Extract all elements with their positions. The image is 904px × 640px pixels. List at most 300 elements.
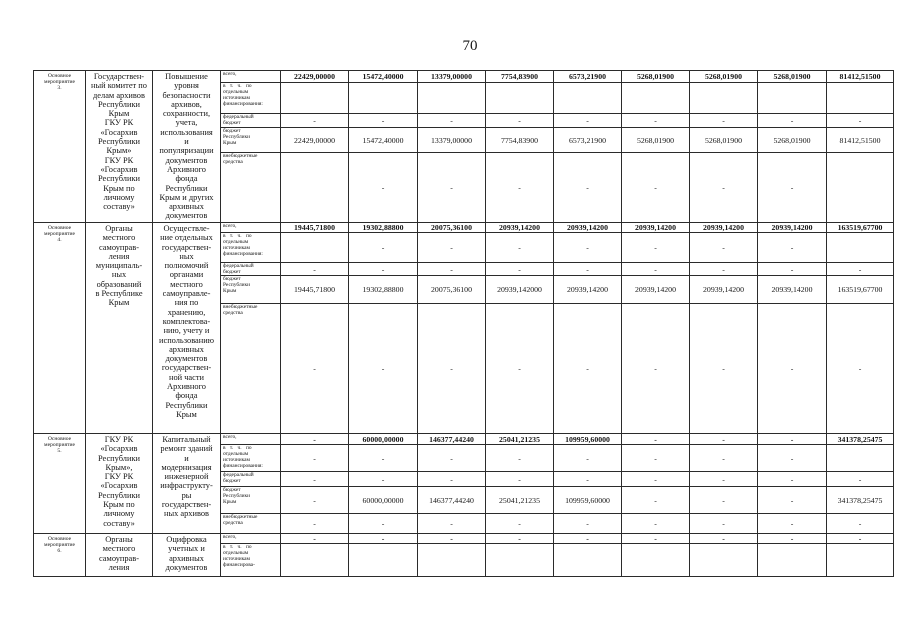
value-cell: [349, 544, 418, 577]
description-line: местного: [170, 279, 203, 289]
value-cell: -: [622, 304, 690, 434]
funding-source-cell: [221, 445, 281, 472]
value-cell: -: [418, 534, 486, 544]
description-line: хранению,: [167, 307, 206, 317]
value-cell: -: [622, 114, 690, 128]
value-cell: 20939,14200: [690, 223, 758, 233]
executor-line: «Госархив: [100, 164, 138, 174]
funding-source-cell: [221, 233, 281, 263]
description-line: архивных: [169, 553, 204, 563]
value-cell: -: [349, 514, 418, 534]
value-cell: 25041,21235: [486, 487, 554, 514]
executor-line: в Республике: [95, 289, 143, 299]
executor-line: самоуправ-: [98, 242, 140, 252]
funding-source-line: всего,: [223, 223, 237, 229]
executor-line: муниципаль-: [95, 261, 143, 271]
event-label-line: мероприятие: [44, 542, 75, 549]
executor-cell: [86, 223, 153, 434]
value-cell: 20075,36100: [418, 223, 486, 233]
value-cell: -: [690, 487, 758, 514]
funding-source-line: источникам: [223, 457, 250, 463]
description-line: модернизация: [161, 462, 212, 472]
description-line: государствен-: [161, 363, 212, 373]
budget-table: [33, 70, 894, 577]
executor-line: образований: [96, 279, 142, 289]
funding-source-line: в т. ч. по: [223, 83, 252, 89]
funding-source-cell: [221, 434, 281, 445]
value-cell: 146377,44240: [418, 434, 486, 445]
value-cell: -: [418, 263, 486, 276]
value-cell: -: [418, 153, 486, 223]
description-line: полномочий: [164, 261, 209, 271]
funding-source-cell: [221, 276, 281, 304]
description-line: архивных: [169, 344, 204, 354]
funding-source-line: источникам: [223, 245, 250, 251]
value-cell: -: [281, 534, 349, 544]
funding-source-line: финансирова-: [223, 562, 255, 568]
event-label-line: мероприятие: [44, 79, 75, 86]
value-cell: -: [690, 233, 758, 263]
value-cell: -: [349, 153, 418, 223]
executor-line: Органы: [105, 535, 133, 544]
value-cell: [554, 544, 622, 577]
value-cell: [622, 83, 690, 114]
executor-cell: [86, 71, 153, 223]
funding-source-line: средства: [223, 159, 243, 165]
value-cell: -: [281, 263, 349, 276]
value-cell: -: [349, 114, 418, 128]
value-cell: -: [349, 472, 418, 487]
description-line: использованию: [159, 335, 214, 345]
value-cell: 20939,14200: [554, 276, 622, 304]
executor-line: Крым: [108, 298, 130, 308]
funding-source-line: отдельным: [223, 89, 249, 95]
event-cell: [34, 223, 86, 434]
value-cell: [758, 83, 827, 114]
value-cell: [486, 83, 554, 114]
description-line: использования: [160, 127, 213, 137]
executor-line: местного: [102, 544, 136, 554]
value-cell: -: [758, 445, 827, 472]
value-cell: [349, 83, 418, 114]
funding-source-line: всего,: [223, 534, 237, 540]
funding-source-cell: [221, 128, 281, 153]
funding-source-line: бюджет: [223, 276, 241, 282]
value-cell: -: [281, 514, 349, 534]
funding-source-line: Республики: [223, 493, 251, 499]
value-cell: 5268,01900: [758, 71, 827, 83]
description-line: сохранности,: [162, 109, 211, 119]
value-cell: [281, 233, 349, 263]
value-cell: -: [690, 434, 758, 445]
executor-line: ГКУ РК: [104, 435, 134, 444]
description-line: ной части: [168, 372, 205, 382]
value-cell: -: [690, 114, 758, 128]
value-cell: 20939,14200: [758, 223, 827, 233]
value-cell: -: [486, 263, 554, 276]
description-line: Крым: [176, 409, 197, 419]
funding-source-line: бюджет: [223, 487, 241, 493]
value-cell: -: [690, 153, 758, 223]
description-line: Повышение: [165, 72, 208, 81]
value-cell: -: [554, 304, 622, 434]
description-line: архивов,: [171, 99, 202, 109]
value-cell: -: [758, 514, 827, 534]
executor-line: Республики: [97, 453, 140, 463]
funding-source-cell: [221, 223, 281, 233]
value-cell: 19445,71800: [281, 276, 349, 304]
event-label-line: Основное: [47, 73, 72, 79]
executor-line: ГКУ РК: [104, 472, 134, 482]
funding-source-cell: [221, 472, 281, 487]
description-line: ремонт зданий: [160, 444, 213, 454]
value-cell: 15472,40000: [349, 71, 418, 83]
funding-source-line: внебюджетные: [223, 153, 258, 159]
executor-line: «Госархив: [100, 481, 138, 491]
value-cell: 7754,83900: [486, 128, 554, 153]
description-line: ния по: [174, 298, 199, 308]
description-line: органами: [169, 270, 204, 280]
value-cell: -: [486, 153, 554, 223]
table-row: [34, 223, 894, 233]
funding-source-cell: [221, 514, 281, 534]
value-cell: -: [554, 514, 622, 534]
value-cell: [827, 233, 894, 263]
value-cell: -: [281, 487, 349, 514]
table-row: [34, 534, 894, 544]
funding-source-line: источникам: [223, 95, 250, 101]
value-cell: 20939,14200: [622, 276, 690, 304]
description-line: ных архивов: [163, 509, 209, 519]
value-cell: 109959,60000: [554, 487, 622, 514]
value-cell: 146377,44240: [418, 487, 486, 514]
value-cell: 6573,21900: [554, 71, 622, 83]
executor-line: Крым»: [106, 146, 132, 156]
value-cell: [827, 83, 894, 114]
value-cell: 20939,14200: [690, 276, 758, 304]
value-cell: 20939,14200: [622, 223, 690, 233]
description-cell: [153, 434, 221, 534]
value-cell: 22429,00000: [281, 128, 349, 153]
funding-source-line: всего,: [223, 71, 237, 77]
funding-source-line: в т. ч. по: [223, 445, 252, 451]
funding-source-line: Республики: [223, 134, 251, 140]
event-label-line: 5.: [57, 448, 62, 455]
description-cell: [153, 71, 221, 223]
description-line: инженерной: [164, 472, 209, 482]
value-cell: [827, 153, 894, 223]
description-line: государствен-: [161, 242, 212, 252]
value-cell: [690, 83, 758, 114]
event-label-line: 6.: [57, 548, 62, 555]
funding-source-cell: [221, 83, 281, 114]
description-line: фонда: [175, 391, 198, 401]
value-cell: -: [281, 304, 349, 434]
value-cell: -: [418, 514, 486, 534]
executor-line: местного: [102, 233, 136, 243]
value-cell: 19302,88800: [349, 223, 418, 233]
funding-source-line: внебюджетные: [223, 514, 258, 520]
value-cell: -: [554, 534, 622, 544]
value-cell: -: [827, 304, 894, 434]
executor-line: Крым по: [103, 183, 135, 193]
funding-source-cell: [221, 153, 281, 223]
value-cell: -: [622, 233, 690, 263]
event-cell: [34, 434, 86, 534]
value-cell: -: [554, 114, 622, 128]
description-line: учета,: [175, 118, 198, 128]
description-line: Оцифровка: [166, 535, 207, 544]
executor-line: Органы: [105, 224, 133, 233]
value-cell: 5268,01900: [622, 71, 690, 83]
executor-line: Республики: [97, 137, 140, 147]
value-cell: -: [418, 304, 486, 434]
value-cell: -: [349, 233, 418, 263]
executor-cell: [86, 534, 153, 577]
value-cell: 163519,67700: [827, 276, 894, 304]
value-cell: -: [554, 233, 622, 263]
value-cell: [281, 83, 349, 114]
funding-source-cell: [221, 487, 281, 514]
value-cell: -: [690, 304, 758, 434]
value-cell: -: [827, 263, 894, 276]
executor-line: Крым по: [103, 500, 135, 510]
value-cell: -: [418, 472, 486, 487]
value-cell: -: [758, 487, 827, 514]
value-cell: -: [690, 514, 758, 534]
funding-source-cell: [221, 534, 281, 544]
value-cell: 7754,83900: [486, 71, 554, 83]
value-cell: 19445,71800: [281, 223, 349, 233]
funding-source-line: отдельным: [223, 451, 249, 457]
funding-source-line: финансирования:: [223, 463, 263, 469]
value-cell: [622, 544, 690, 577]
executor-line: «Госархив: [100, 127, 138, 137]
event-cell: [34, 534, 86, 577]
value-cell: -: [622, 434, 690, 445]
description-line: Республики: [165, 183, 208, 193]
description-line: документов: [165, 562, 208, 572]
value-cell: -: [418, 233, 486, 263]
value-cell: -: [758, 233, 827, 263]
value-cell: -: [486, 514, 554, 534]
funding-source-line: Крым: [223, 288, 237, 294]
value-cell: -: [349, 445, 418, 472]
description-line: Архивного: [167, 164, 206, 174]
value-cell: -: [758, 153, 827, 223]
value-cell: -: [486, 304, 554, 434]
executor-line: составу»: [103, 518, 135, 528]
executor-line: ГКУ РК: [104, 118, 134, 128]
value-cell: -: [622, 153, 690, 223]
funding-source-line: федеральный: [223, 114, 254, 120]
value-cell: 20939,14200: [758, 276, 827, 304]
value-cell: 5268,01900: [690, 128, 758, 153]
value-cell: -: [827, 114, 894, 128]
funding-source-line: бюджет: [223, 478, 241, 484]
value-cell: 109959,60000: [554, 434, 622, 445]
value-cell: -: [690, 472, 758, 487]
value-cell: -: [281, 434, 349, 445]
value-cell: -: [758, 434, 827, 445]
description-line: документов: [165, 211, 208, 221]
value-cell: -: [486, 534, 554, 544]
value-cell: -: [758, 534, 827, 544]
value-cell: -: [622, 487, 690, 514]
value-cell: [281, 153, 349, 223]
description-cell: [153, 223, 221, 434]
funding-source-line: федеральный: [223, 263, 254, 269]
description-line: Осуществле-: [163, 224, 210, 233]
description-line: документов: [165, 354, 208, 364]
value-cell: [486, 544, 554, 577]
description-line: ры: [181, 490, 192, 500]
event-label-line: мероприятие: [44, 231, 75, 238]
event-cell: [34, 71, 86, 223]
funding-source-line: всего,: [223, 434, 237, 440]
value-cell: [758, 544, 827, 577]
value-cell: 163519,67700: [827, 223, 894, 233]
value-cell: -: [758, 263, 827, 276]
funding-source-line: Крым: [223, 499, 237, 505]
funding-source-line: источникам: [223, 556, 250, 562]
value-cell: [690, 544, 758, 577]
value-cell: -: [486, 233, 554, 263]
value-cell: 20939,14200: [486, 223, 554, 233]
description-line: и: [184, 137, 189, 147]
value-cell: -: [622, 534, 690, 544]
funding-source-line: Республики: [223, 282, 251, 288]
value-cell: -: [554, 445, 622, 472]
value-cell: -: [554, 472, 622, 487]
value-cell: -: [281, 472, 349, 487]
description-line: Архивного: [167, 382, 206, 392]
value-cell: -: [486, 445, 554, 472]
funding-source-line: внебюджетные: [223, 304, 258, 310]
description-line: ных: [179, 251, 194, 261]
value-cell: 81412,51500: [827, 71, 894, 83]
value-cell: 19302,88800: [349, 276, 418, 304]
executor-line: ления: [108, 562, 130, 572]
description-line: популяризации: [159, 146, 214, 156]
value-cell: -: [758, 304, 827, 434]
value-cell: 6573,21900: [554, 128, 622, 153]
table-row: [34, 434, 894, 445]
executor-line: Республики: [97, 174, 140, 184]
funding-source-line: финансирования:: [223, 251, 263, 257]
value-cell: -: [827, 514, 894, 534]
value-cell: -: [622, 514, 690, 534]
executor-line: делам архивов: [93, 90, 145, 100]
value-cell: 60000,00000: [349, 434, 418, 445]
value-cell: 5268,01900: [690, 71, 758, 83]
funding-source-line: бюджет: [223, 128, 241, 134]
executor-cell: [86, 434, 153, 534]
executor-line: Крым: [108, 109, 130, 119]
description-line: и: [184, 453, 189, 463]
value-cell: 20075,36100: [418, 276, 486, 304]
value-cell: -: [622, 445, 690, 472]
executor-line: личному: [103, 509, 135, 519]
funding-source-line: отдельным: [223, 550, 249, 556]
funding-source-cell: [221, 114, 281, 128]
value-cell: -: [349, 534, 418, 544]
value-cell: 341378,25475: [827, 487, 894, 514]
event-label-line: Основное: [47, 536, 72, 542]
funding-source-line: в т. ч. по: [223, 544, 252, 550]
table-body: [34, 71, 894, 577]
value-cell: -: [486, 114, 554, 128]
executor-line: ГКУ РК: [104, 155, 134, 165]
executor-line: «Госархив: [100, 444, 138, 454]
executor-line: ления: [108, 251, 130, 261]
value-cell: [554, 83, 622, 114]
value-cell: -: [758, 114, 827, 128]
value-cell: -: [827, 472, 894, 487]
description-line: учетных и: [168, 544, 205, 554]
funding-source-line: средства: [223, 310, 243, 316]
funding-source-line: Крым: [223, 140, 237, 146]
value-cell: 81412,51500: [827, 128, 894, 153]
funding-source-cell: [221, 304, 281, 434]
description-line: документов: [165, 155, 208, 165]
description-line: безопасности: [162, 90, 211, 100]
funding-source-cell: [221, 263, 281, 276]
executor-line: личному: [103, 192, 135, 202]
description-line: Крым и других: [159, 192, 214, 202]
value-cell: -: [690, 534, 758, 544]
event-label-line: Основное: [47, 436, 72, 442]
value-cell: -: [486, 472, 554, 487]
executor-line: составу»: [103, 202, 135, 212]
description-line: ние отдельных: [160, 233, 213, 243]
funding-source-line: отдельным: [223, 239, 249, 245]
value-cell: [418, 83, 486, 114]
value-cell: [827, 544, 894, 577]
funding-source-line: в т. ч. по: [223, 233, 252, 239]
value-cell: 20939,14200: [554, 223, 622, 233]
event-label-line: 4.: [57, 237, 62, 244]
value-cell: 13379,00000: [418, 71, 486, 83]
executor-line: Крым»,: [105, 462, 133, 472]
value-cell: -: [622, 263, 690, 276]
funding-source-line: финансирования:: [223, 101, 263, 107]
table-row: [34, 71, 894, 83]
value-cell: 22429,00000: [281, 71, 349, 83]
funding-source-cell: [221, 71, 281, 83]
executor-line: ный комитет по: [91, 81, 147, 91]
description-line: государствен-: [161, 500, 212, 510]
funding-source-line: средства: [223, 520, 243, 526]
value-cell: -: [349, 263, 418, 276]
value-cell: -: [554, 153, 622, 223]
executor-line: самоуправ-: [98, 553, 140, 563]
description-line: комплектова-: [162, 316, 211, 326]
description-line: Капитальный: [162, 435, 211, 444]
value-cell: -: [690, 263, 758, 276]
value-cell: [827, 445, 894, 472]
description-line: архивных: [169, 202, 204, 212]
description-line: фонда: [175, 174, 198, 184]
value-cell: -: [690, 445, 758, 472]
value-cell: 25041,21235: [486, 434, 554, 445]
value-cell: 341378,25475: [827, 434, 894, 445]
value-cell: -: [349, 304, 418, 434]
description-line: Республики: [165, 400, 208, 410]
event-label-line: 3.: [57, 85, 62, 92]
value-cell: -: [622, 472, 690, 487]
event-label-line: мероприятие: [44, 442, 75, 449]
